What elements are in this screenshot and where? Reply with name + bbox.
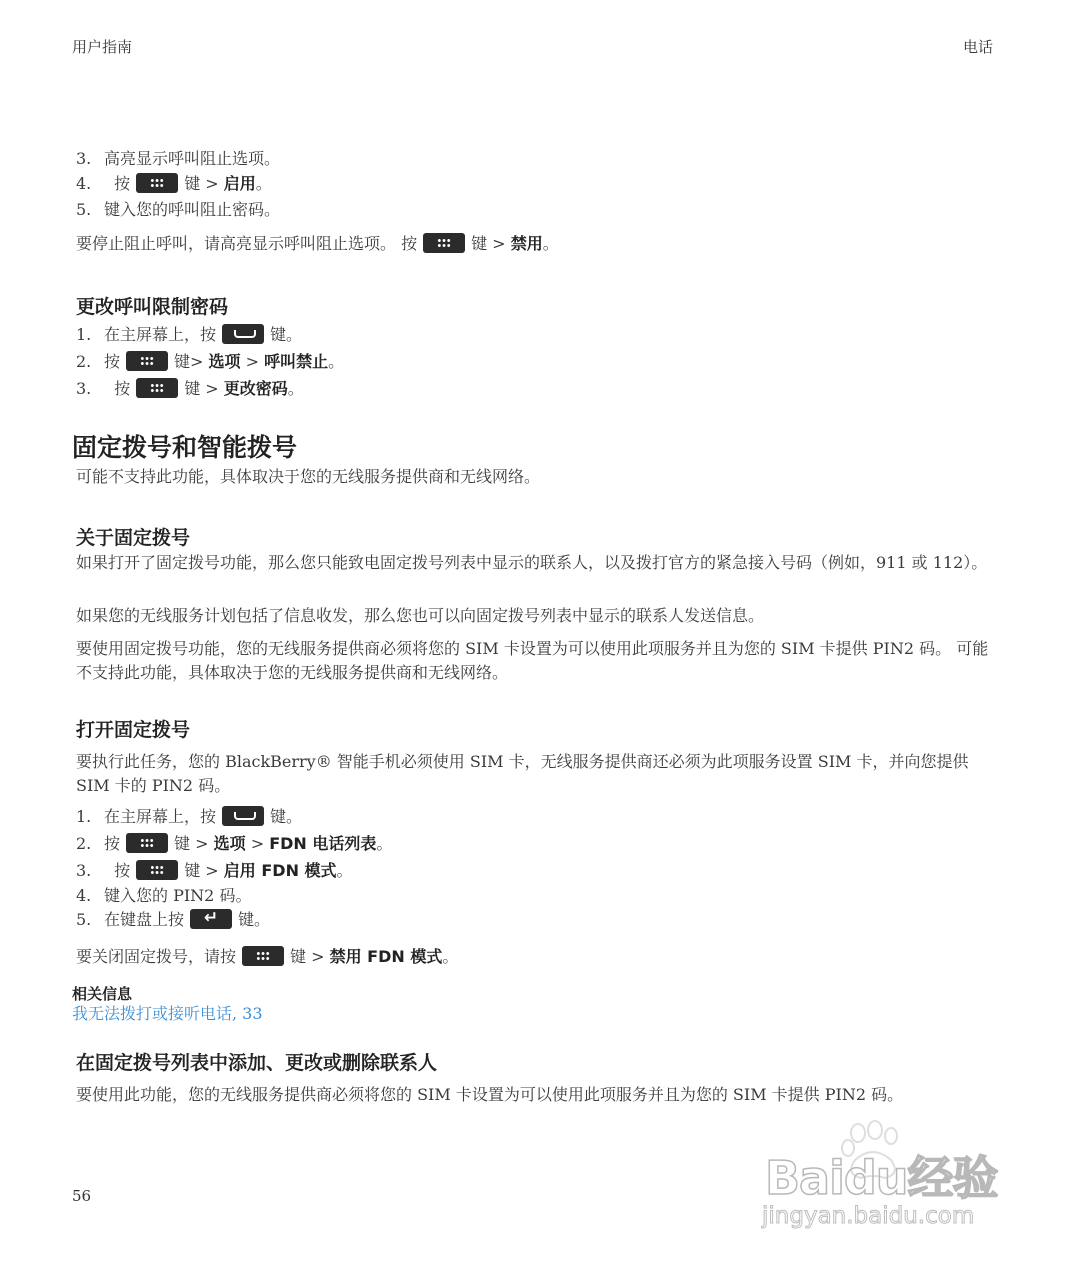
punctuation: 。: [442, 947, 459, 966]
punctuation: 。: [376, 834, 393, 853]
send-key-icon: [222, 324, 264, 344]
menu-key-icon: [126, 351, 168, 371]
step-number: 3.: [76, 149, 92, 168]
step-number: 3.: [76, 861, 92, 880]
step-text: 在主屏幕上，按: [104, 807, 217, 826]
step-highlight-blocking: [76, 148, 280, 170]
step-options-call-barring: [76, 351, 344, 373]
step-number: 3.: [76, 379, 92, 398]
step-text: 按: [114, 379, 131, 398]
heading-fdn-smart-dialing: 固定拨号和智能拨号: [72, 433, 298, 462]
punctuation: 。: [328, 352, 345, 371]
menu-key-icon: [242, 946, 284, 966]
stop-blocking-instruction: [76, 233, 559, 255]
step-text: 键 >: [184, 174, 219, 193]
step-number: 4.: [76, 174, 92, 193]
instruction-text: 键 >: [290, 947, 325, 966]
fdn-intro: 可能不支持此功能，具体取决于您的无线服务提供商和无线网络。: [76, 467, 541, 486]
step-text: 键 >: [184, 379, 219, 398]
step-enable-fdn-mode: [76, 860, 353, 882]
menu-option-enable: 启用: [223, 174, 256, 193]
step-text: 在键盘上按: [104, 910, 185, 929]
step-home-screen: [76, 806, 302, 828]
instruction-text: 键 >: [471, 234, 506, 253]
menu-option-call-barring: 呼叫禁止: [264, 352, 329, 371]
watermark-url: jingyan.baidu.com: [762, 1203, 975, 1229]
step-text: 按: [104, 834, 121, 853]
menu-option-disable: 禁用: [510, 234, 543, 253]
step-text: 按: [114, 174, 131, 193]
open-fdn-intro: 要执行此任务，您的 BlackBerry® 智能手机必须使用 SIM 卡，无线服务提供商还必须为此项服务设置 SIM 卡，并向您提供 SIM 卡的 PIN2 码。: [76, 752, 969, 795]
step-number: 5.: [76, 200, 92, 219]
step-text: 键 >: [174, 834, 209, 853]
punctuation: 。: [255, 174, 272, 193]
close-fdn-instruction: [76, 946, 458, 968]
related-link-cannot-call[interactable]: 我无法拨打或接听电话, 33: [72, 1004, 263, 1023]
step-text: 键入您的 PIN2 码。: [104, 886, 252, 905]
step-number: 4.: [76, 886, 92, 905]
heading-change-password: 更改呼叫限制密码: [76, 296, 229, 318]
edit-fdn-paragraph: 要使用此功能，您的无线服务提供商必须将您的 SIM 卡设置为可以使用此项服务并且为您的 SIM 卡提供 PIN2 码。: [76, 1085, 904, 1104]
about-fdn-paragraph-2: 如果您的无线服务计划包括了信息收发，那么您也可以向固定拨号列表中显示的联系人发送信息。: [76, 606, 765, 625]
punctuation: 。: [542, 234, 559, 253]
step-text: 按: [104, 352, 121, 371]
menu-key-icon: [126, 833, 168, 853]
step-text: 键 >: [184, 861, 219, 880]
separator: >: [250, 834, 265, 853]
step-number: 1.: [76, 807, 92, 826]
menu-option-fdn-phone-list: FDN 电话列表: [269, 834, 377, 853]
punctuation: 。: [336, 861, 353, 880]
menu-option-enable-fdn-mode: 启用 FDN 模式: [223, 861, 337, 880]
page-number: 56: [72, 1187, 92, 1205]
step-enter-password: [76, 199, 280, 221]
menu-option-options: 选项: [213, 834, 246, 853]
step-number: 1.: [76, 325, 92, 344]
separator: >: [245, 352, 260, 371]
step-text: 在主屏幕上，按: [104, 325, 217, 344]
menu-option-disable-fdn-mode: 禁用 FDN 模式: [329, 947, 443, 966]
menu-key-icon: [136, 860, 178, 880]
send-key-icon: [222, 806, 264, 826]
step-number: 2.: [76, 834, 92, 853]
step-text: 键。: [238, 910, 271, 929]
menu-option-change-password: 更改密码: [223, 379, 288, 398]
step-text: 键入您的呼叫阻止密码。: [104, 200, 281, 219]
step-press-enter: [76, 909, 270, 931]
menu-key-icon: [136, 378, 178, 398]
menu-key-icon: [423, 233, 465, 253]
instruction-text: 要关闭固定拨号，请按: [76, 947, 237, 966]
step-enter-pin2: [76, 885, 251, 907]
step-text: 键。: [270, 325, 303, 344]
about-fdn-paragraph-3: 要使用固定拨号功能，您的无线服务提供商必须将您的 SIM 卡设置为可以使用此项服务并且为您的 SIM 卡提供 PIN2 码。 可能不支持此功能，具体取决于您的无线服务提供商和无线网络。: [76, 639, 989, 682]
step-text: 按: [114, 861, 131, 880]
related-info-label: 相关信息: [72, 985, 133, 1003]
heading-about-fdn: 关于固定拨号: [76, 527, 191, 549]
watermark-brand: Baidu经验: [765, 1151, 998, 1205]
step-fdn-phone-list: [76, 833, 392, 855]
heading-open-fdn: 打开固定拨号: [76, 719, 191, 741]
menu-key-icon: [136, 173, 178, 193]
step-number: 2.: [76, 352, 92, 371]
step-change-password: [76, 378, 304, 400]
step-home-screen: [76, 324, 302, 346]
heading-edit-fdn-list: 在固定拨号列表中添加、更改或删除联系人: [76, 1052, 438, 1074]
enter-key-icon: [190, 909, 232, 929]
header-section-title: 电话: [963, 38, 994, 56]
step-number: 5.: [76, 910, 92, 929]
step-enable-blocking: [76, 173, 272, 195]
menu-option-options: 选项: [208, 352, 241, 371]
instruction-text: 要停止阻止呼叫，请高亮显示呼叫阻止选项。 按: [76, 234, 418, 253]
header-guide-title: 用户指南: [72, 38, 133, 56]
about-fdn-paragraph-1: 如果打开了固定拨号功能，那么您只能致电固定拨号列表中显示的联系人，以及拨打官方的紧急接入号码（例如，911 或 112）。: [76, 553, 988, 572]
punctuation: 。: [287, 379, 304, 398]
step-text: 键>: [174, 352, 204, 371]
step-text: 高亮显示呼叫阻止选项。: [104, 149, 281, 168]
step-text: 键。: [270, 807, 303, 826]
